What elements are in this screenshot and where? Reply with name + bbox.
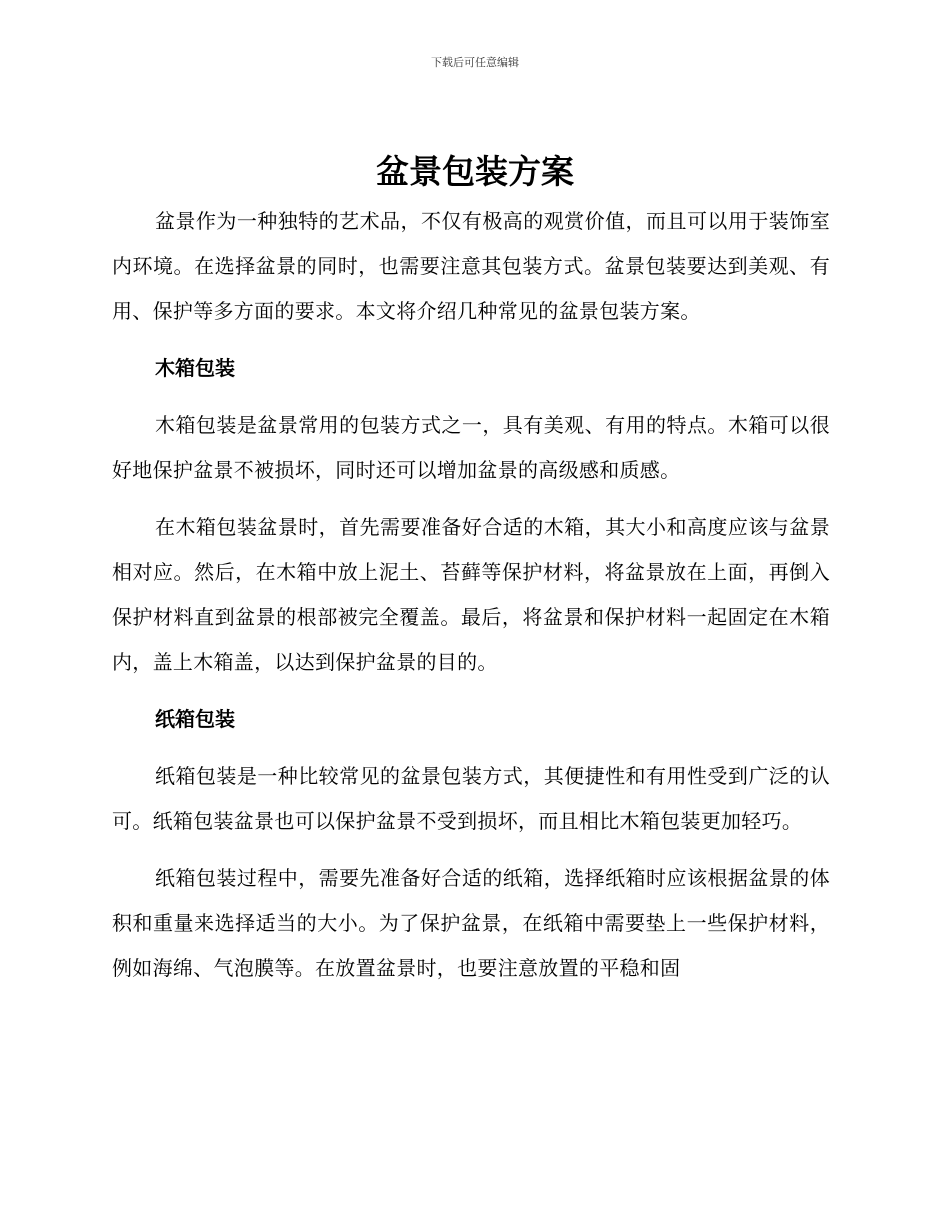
section-wooden-box xyxy=(112,346,830,685)
section-heading: 纸箱包装 xyxy=(155,707,235,731)
paragraph: 纸箱包装过程中，需要先准备好合适的纸箱，选择纸箱时应该根据盆景的体积和重量来选择适当的大小。为了保护盆景，在纸箱中需要垫上一些保护材料，例如海绵、气泡膜等。在放置盆景时，也要注意放置的平稳和固 xyxy=(112,866,830,980)
document-body xyxy=(112,199,830,1003)
paragraph: 木箱包装是盆景常用的包装方式之一，具有美观、有用的特点。木箱可以很好地保护盆景不被损坏，同时还可以增加盆景的高级感和质感。 xyxy=(112,413,830,482)
document-title: 盆景包装方案 xyxy=(376,152,574,191)
section-carton-box xyxy=(112,697,830,991)
paragraph: 纸箱包装是一种比较常见的盆景包装方式，其便捷性和有用性受到广泛的认可。纸箱包装盆景也可以保护盆景不受到损坏，而且相比木箱包装更加轻巧。 xyxy=(112,764,830,833)
header-note: 下载后可任意编辑 xyxy=(431,56,519,69)
paragraph: 在木箱包装盆景时，首先需要准备好合适的木箱，其大小和高度应该与盆景相对应。然后，在木箱中放上泥土、苔藓等保护材料，将盆景放在上面，再倒入保护材料直到盆景的根部被完全覆盖。最后，将盆景和保护材料一起固定在木箱内，盖上木箱盖，以达到保护盆景的目的。 xyxy=(112,515,830,674)
intro-paragraph: 盆景作为一种独特的艺术品，不仅有极高的观赏价值，而且可以用于装饰室内环境。在选择盆景的同时，也需要注意其包装方式。盆景包装要达到美观、有用、保护等多方面的要求。本文将介绍几种常见的盆景包装方案。 xyxy=(112,209,830,323)
section-heading: 木箱包装 xyxy=(155,356,235,380)
